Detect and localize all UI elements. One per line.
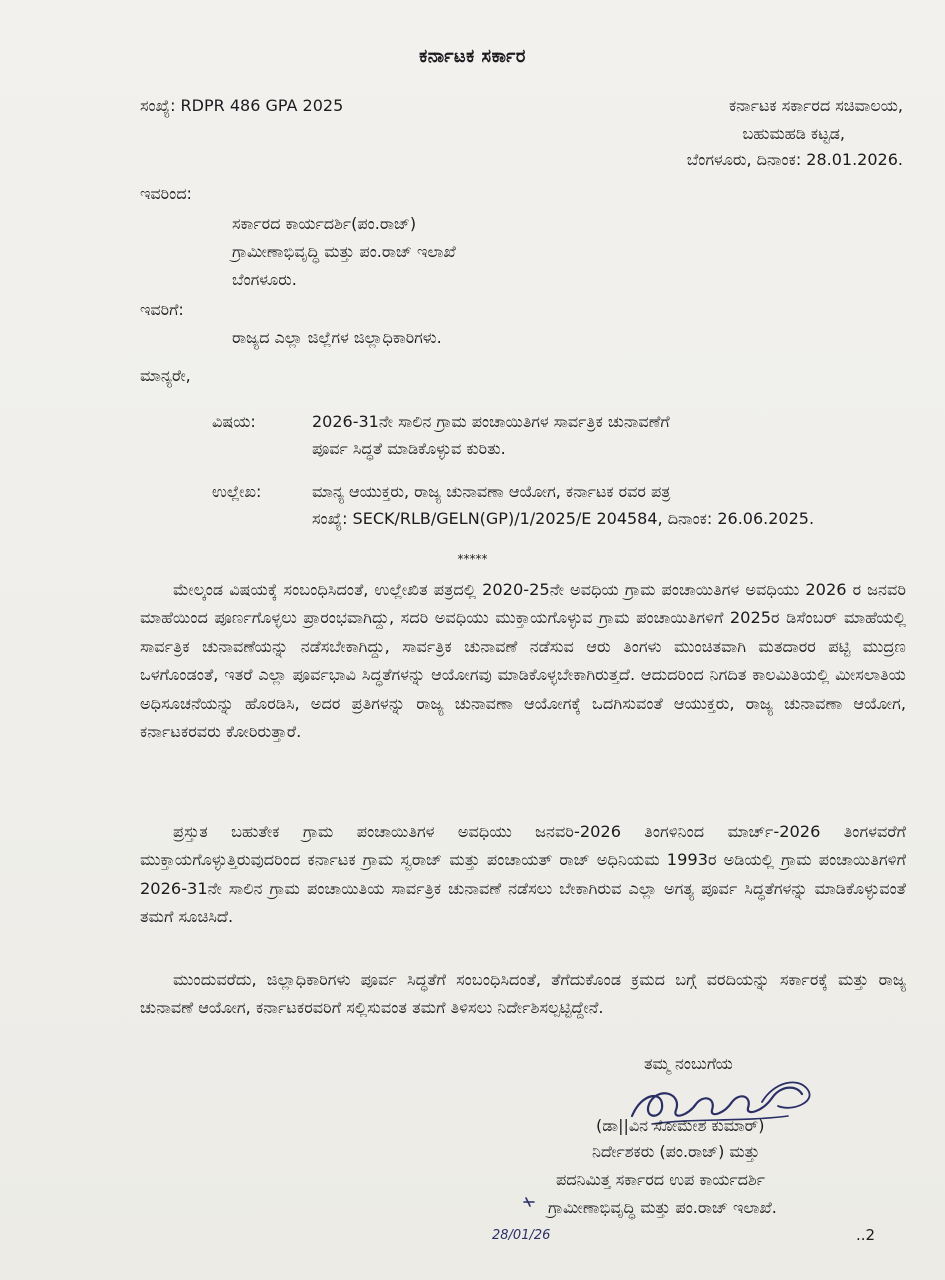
letter-heading: ಕರ್ನಾಟಕ ಸರ್ಕಾರ xyxy=(419,46,526,67)
reference-label: ಉಲ್ಲೇಖ: xyxy=(212,482,262,501)
initials-date: 28/01/26 xyxy=(492,1228,551,1243)
from-line-3: ಬೆಂಗಳೂರು. xyxy=(232,270,297,289)
office-address-line-3: ಬೆಂಗಳೂರು, ದಿನಾಂಕ: 28.01.2026. xyxy=(686,150,903,169)
signatory-title-1: ನಿರ್ದೇಶಕರು (ಪಂ.ರಾಜ್) ಮತ್ತು xyxy=(592,1142,760,1161)
signatory-title-3: ಗ್ರಾಮೀಣಾಭಿವೃದ್ಧಿ ಮತ್ತು ಪಂ.ರಾಜ್ ಇಲಾಖೆ. xyxy=(548,1198,777,1217)
office-address-line-2: ಬಹುಮಹಡಿ ಕಟ್ಟಡ, xyxy=(742,124,845,143)
body-paragraph-3: ಮುಂದುವರೆದು, ಜಿಲ್ಲಾಧಿಕಾರಿಗಳು ಪೂರ್ವ ಸಿದ್ಧತೆಗೆ ಸಂಬಂಧಿಸಿದಂತೆ, ತೆಗೆದುಕೊಂಡ ಕ್ರಮದ ಬಗ್ಗೆ ವರದಿಯನ್ನು ಸರ್ಕಾರಕ್ಕೆ ಮತ್ತು ರಾಜ್ಯ ಚುನಾವಣೆ ಆಯೋಗ, ಕರ್ನಾಟಕರವರಿಗೆ ಸಲ್ಲಿಸುವಂತ ತಮಗೆ ತಿಳಿಸಲು ನಿರ್ದೇಶಿಸಲ್ಪಟ್ಟಿದ್ದೇನೆ. xyxy=(140,970,906,1018)
initials-mark xyxy=(488,1196,548,1218)
closing: ತಮ್ಮ ನಂಬುಗೆಯ xyxy=(644,1054,733,1073)
body-paragraph-1: ಮೇಲ್ಕಂಡ ವಿಷಯಕ್ಕೆ ಸಂಬಂಧಿಸಿದಂತೆ, ಉಲ್ಲೇಖಿತ ಪತ್ರದಲ್ಲಿ 2020-25ನೇ ಅವಧಿಯ ಗ್ರಾಮ ಪಂಚಾಯಿತಿಗಳ ಅವಧಿಯು 2026 ರ ಜನವರಿ ಮಾಹೆಯಿಂದ ಪೂರ್ಣಗೊಳ್ಳಲು ಪ್ರಾರಂಭವಾಗಿದ್ದು, ಸದರಿ ಅವಧಿಯು ಮುಕ್ತಾಯಗೊಳ್ಳುವ ಗ್ರಾಮ ಪಂಚಾಯಿತಿಗಳಿಗೆ 2025ರ ಡಿಸೆಂಬರ್ ಮಾಹೆಯಲ್ಲಿ ಸಾರ್ವತ್ರಿಕ ಚುನಾವಣೆಯನ್ನು ನಡೆಸಬೇಕಾಗಿದ್ದು, ಸಾರ್ವತ್ರಿಕ ಚುನಾವಣೆ ನಡೆಸುವ ಆರು ತಿಂಗಳು ಮುಂಚಿತವಾಗಿ ಮತದಾರರ ಪಟ್ಟಿ ಮುದ್ರಣ ಒಳಗೊಂಡಂತೆ, ಇತರೆ ಎಲ್ಲಾ ಪೂರ್ವಭಾವಿ ಸಿದ್ಧತೆಗಳನ್ನು ಆಯೋಗವು ಮಾಡಿಕೊಳ್ಳಬೇಕಾಗಿರುತ್ತದೆ. ಆದುದರಿಂದ ನಿಗದಿತ ಕಾಲಮಿತಿಯಲ್ಲಿ ಮೀಸಲಾತಿಯ ಅಧಿಸೂಚನೆಯನ್ನು ಹೊರಡಿಸಿ, ಅದರ ಪ್ರತಿಗಳನ್ನು ರಾಜ್ಯ ಚುನಾವಣಾ ಆಯೋಗಕ್ಕೆ ಒದಗಿಸುವಂತೆ ಆಯುಕ್ತರು, ರಾಜ್ಯ ಚುನಾವಣಾ ಆಯೋಗ, ಕರ್ನಾಟಕರವರು ಕೋರಿರುತ್ತಾರೆ. xyxy=(140,580,906,742)
body-paragraph-2: ಪ್ರಸ್ತುತ ಬಹುತೇಕ ಗ್ರಾಮ ಪಂಚಾಯಿತಿಗಳ ಅವಧಿಯು ಜನವರಿ-2026 ತಿಂಗಳಿನಿಂದ ಮಾರ್ಚ್-2026 ತಿಂಗಳವರೆಗೆ ಮುಕ್ತಾಯಗೊಳ್ಳುತ್ತಿರುವುದರಿಂದ ಕರ್ನಾಟಕ ಗ್ರಾಮ ಸ್ವರಾಜ್ ಮತ್ತು ಪಂಚಾಯತ್ ರಾಜ್ ಅಧಿನಿಯಮ 1993ರ ಅಡಿಯಲ್ಲಿ ಗ್ರಾಮ ಪಂಚಾಯಿತಿಗಳಿಗೆ 2026-31ನೇ ಸಾಲಿನ ಗ್ರಾಮ ಪಂಚಾಯಿತಿಯ ಸಾರ್ವತ್ರಿಕ ಚುನಾವಣೆ ನಡೆಸಲು ಬೇಕಾಗಿರುವ ಎಲ್ಲಾ ಅಗತ್ಯ ಪೂರ್ವ ಸಿದ್ಧತೆಗಳನ್ನು ಮಾಡಿಕೊಳ್ಳುವಂತೆ ತಮಗೆ ಸೂಚಿಸಿದೆ. xyxy=(140,822,906,927)
to-line: ರಾಜ್ಯದ ಎಲ್ಲಾ ಜಿಲ್ಲೆಗಳ ಜಿಲ್ಲಾಧಿಕಾರಿಗಳು. xyxy=(232,328,442,347)
to-label: ಇವರಿಗೆ: xyxy=(140,300,184,319)
subject-line-2: ಪೂರ್ವ ಸಿದ್ಧತೆ ಮಾಡಿಕೊಳ್ಳುವ ಕುರಿತು. xyxy=(312,439,506,458)
office-address-line-1: ಕರ್ನಾಟಕ ಸರ್ಕಾರದ ಸಚಿವಾಲಯ, xyxy=(728,96,903,115)
signatory-name: (ಡಾ||ವಿನ ಸೋಮೇಶ ಕುಮಾರ್) xyxy=(596,1116,765,1135)
reference-number: ಸಂಖ್ಯೆ: RDPR 486 GPA 2025 xyxy=(140,96,344,115)
reference-text xyxy=(312,478,892,532)
subject-text xyxy=(312,408,892,462)
from-label: ಇವರಿಂದ: xyxy=(140,184,192,203)
reference-line-1: ಮಾನ್ಯ ಆಯುಕ್ತರು, ರಾಜ್ಯ ಚುನಾವಣಾ ಆಯೋಗ, ಕರ್ನಾಟಕ ರವರ ಪತ್ರ xyxy=(312,482,671,501)
from-line-2: ಗ್ರಾಮೀಣಾಭಿವೃದ್ಧಿ ಮತ್ತು ಪಂ.ರಾಜ್ ಇಲಾಖೆ xyxy=(232,242,456,261)
salutation: ಮಾನ್ಯರೇ, xyxy=(140,366,191,385)
subject-line-1: 2026-31ನೇ ಸಾಲಿನ ಗ್ರಾಮ ಪಂಚಾಯಿತಿಗಳ ಸಾರ್ವತ್ರಿಕ ಚುನಾವಣೆಗೆ xyxy=(312,412,670,431)
separator: ***** xyxy=(457,552,488,566)
signatory-title-2: ಪದನಿಮಿತ್ತ ಸರ್ಕಾರದ ಉಪ ಕಾರ್ಯದರ್ಶಿ xyxy=(556,1170,766,1189)
page-marker: ..2 xyxy=(856,1226,876,1244)
reference-line-2: ಸಂಖ್ಯೆ: SECK/RLB/GELN(GP)/1/2025/E 204584, ದಿನಾಂಕ: 26.06.2025. xyxy=(312,509,815,528)
from-line-1: ಸರ್ಕಾರದ ಕಾರ್ಯದರ್ಶಿ(ಪಂ.ರಾಜ್) xyxy=(232,214,417,233)
subject-label: ವಿಷಯ: xyxy=(212,412,256,431)
